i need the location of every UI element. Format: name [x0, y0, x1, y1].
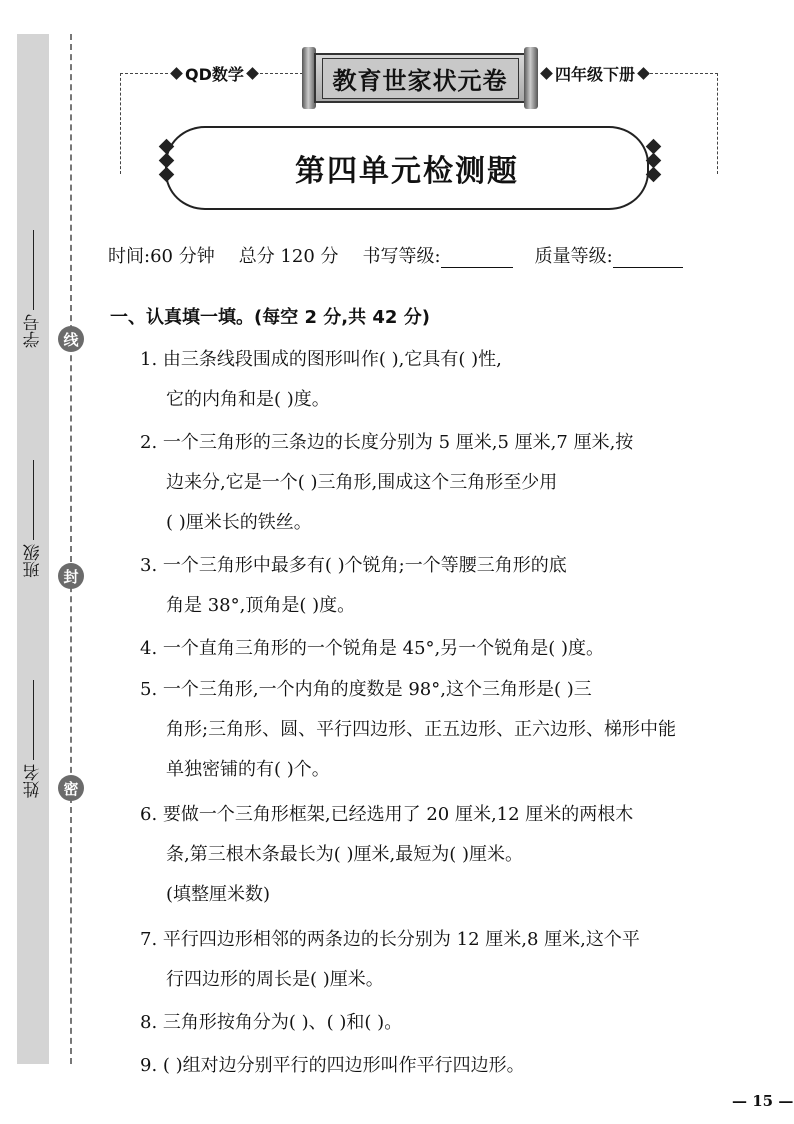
question-3: 3. 一个三角形中最多有( )个锐角;一个等腰三角形的底 角是 38°,顶角是( )度。 [140, 555, 567, 616]
writing-grade-label: 书写等级: [362, 246, 441, 267]
question-7: 7. 平行四边形相邻的两条边的长分别为 12 厘米,8 厘米,这个平 行四边形的周长是( )厘米。 [140, 929, 640, 990]
quality-grade-label: 质量等级: [534, 246, 613, 267]
name-label: 姓名 [23, 764, 44, 798]
left-diamond-stack [161, 141, 172, 180]
banner-scroll [302, 47, 538, 109]
question-4: 4. 一个直角三角形的一个锐角是 45°,另一个锐角是( )度。 [140, 638, 605, 659]
question-5: 5. 一个三角形,一个内角的度数是 98°,这个三角形是( )三 角形;三角形、圆、平行四边形、正五边形、正六边形、梯形中能 单独密铺的有( )个。 [140, 679, 677, 780]
student-id-field[interactable] [15, 230, 51, 348]
page-title: 第四单元检测题 [295, 154, 519, 189]
diamond-icon [170, 67, 183, 80]
question-2: 2. 一个三角形的三条边的长度分别为 5 厘米,5 厘米,7 厘米,按 边来分,它是一个( )三角形,围成这个三角形至少用 ( )厘米长的铁丝。 [140, 432, 634, 533]
seal-secret-mark: 密 [58, 775, 84, 801]
diamond-icon [540, 67, 553, 80]
class-field[interactable] [15, 460, 51, 578]
scroll-body [314, 53, 526, 103]
total-score: 总分 120 分 [238, 246, 339, 267]
question-8: 8. 三角形按角分为( )、( )和( )。 [140, 1012, 403, 1033]
quality-grade-blank[interactable] [613, 247, 683, 268]
right-tag-text: 四年级下册 [555, 65, 636, 84]
right-tag [540, 62, 650, 85]
class-label: 班级 [23, 544, 44, 578]
cut-line [70, 34, 72, 1064]
writing-grade-blank[interactable] [441, 247, 513, 268]
name-line [32, 680, 34, 760]
title-box [165, 126, 649, 210]
scroll-rod-right [524, 47, 538, 109]
right-diamond-stack [648, 141, 659, 180]
student-id-line [32, 230, 34, 310]
section-heading: 一、认真填一填。(每空 2 分,共 42 分) [110, 307, 430, 328]
student-id-label: 学号 [23, 314, 44, 348]
name-field[interactable] [15, 680, 51, 798]
left-tag [170, 62, 259, 85]
diamond-icon [246, 67, 259, 80]
question-9: 9. ( )组对边分别平行的四边形叫作平行四边形。 [140, 1055, 525, 1076]
diamond-icon [637, 67, 650, 80]
time-limit: 时间:60 分钟 [108, 246, 215, 267]
question-1: 1. 由三条线段围成的图形叫作( ),它具有( )性, 它的内角和是( )度。 [140, 349, 502, 410]
class-line [32, 460, 34, 540]
left-tag-text: QD数学 [185, 65, 244, 84]
exam-info [108, 242, 683, 268]
question-6: 6. 要做一个三角形框架,已经选用了 20 厘米,12 厘米的两根木 条,第三根木条最长为( )厘米,最短为( )厘米。 (填整厘米数) [140, 804, 634, 905]
page-number: — 15 — [732, 1092, 794, 1110]
seal-seal-mark: 封 [58, 563, 84, 589]
banner-text: 教育世家状元卷 [322, 58, 519, 99]
seal-line-mark: 线 [58, 326, 84, 352]
